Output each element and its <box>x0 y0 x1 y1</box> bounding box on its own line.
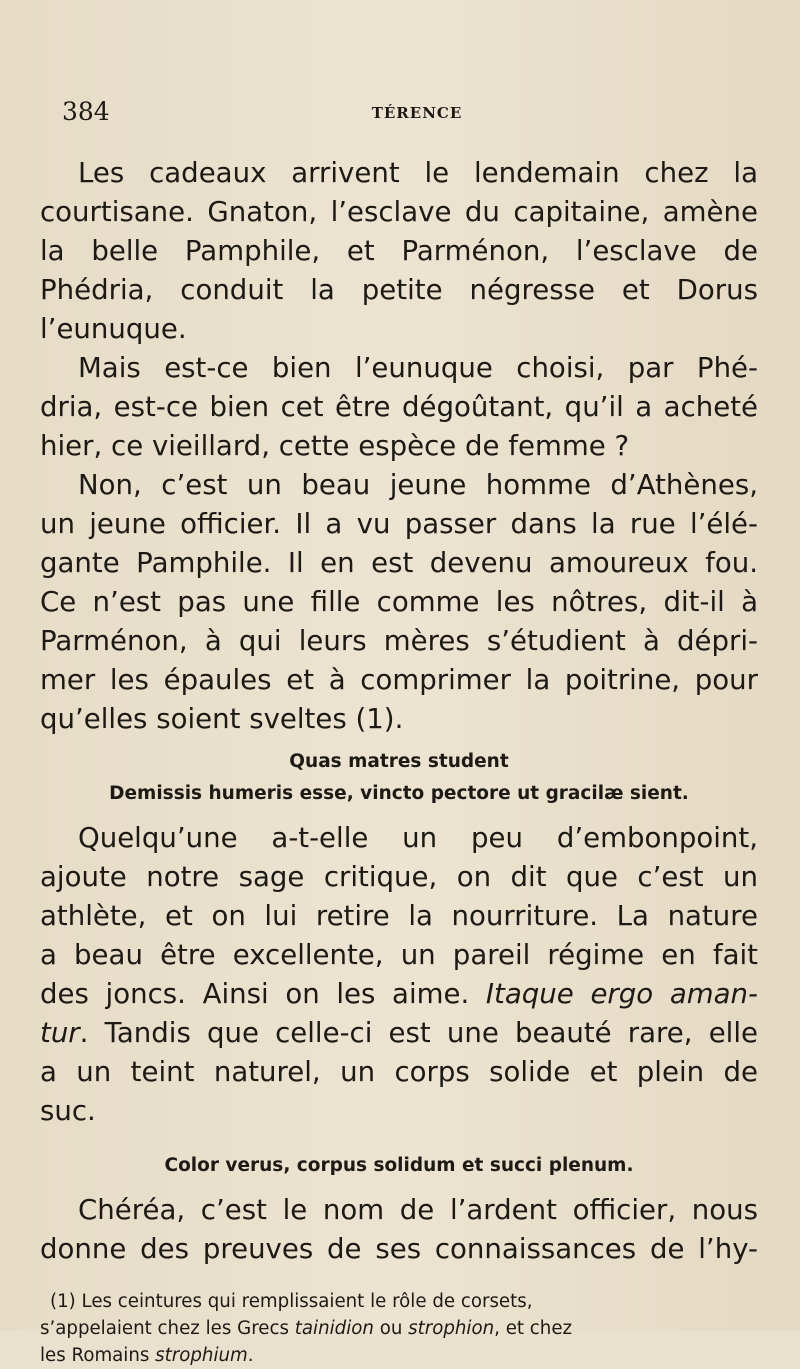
paragraph-line: courtisane. Gnaton, l’esclave du capitaine, amène <box>40 195 758 228</box>
paragraph-line: ajoute notre sage critique, on dit que c’est un <box>40 860 758 893</box>
paragraph-line: Quelqu’une a-t-elle un peu d’embonpoint, <box>78 821 758 854</box>
paragraph-line: Parménon, à qui leurs mères s’étudient à dépri- <box>40 624 758 657</box>
paragraph-line: gante Pamphile. Il en est devenu amoureux fou. <box>40 546 758 579</box>
paragraph-line <box>40 1013 758 1052</box>
paragraph-line: mer les épaules et à comprimer la poitrine, pour <box>40 663 758 696</box>
paragraph-line: Mais est-ce bien l’eunuque choisi, par Phé- <box>78 351 758 384</box>
footnote-line <box>40 1315 758 1342</box>
paragraph-line: qu’elles soient sveltes (1). <box>40 702 404 735</box>
paragraph-line: Non, c’est un beau jeune homme d’Athènes, <box>78 468 758 501</box>
line-text: ou <box>373 1318 409 1339</box>
paragraph-line: donne des preuves de ses connaissances de l’hy- <box>40 1232 758 1265</box>
footnote <box>40 1288 758 1369</box>
paragraph-line: un jeune officier. Il a vu passer dans la rue l’élé- <box>40 507 758 540</box>
line-text: les Romains <box>40 1345 156 1366</box>
page-header <box>62 97 772 131</box>
paragraph-line: hier, ce vieillard, cette espèce de femme ? <box>40 429 630 462</box>
latin-italic-text: Itaque ergo aman- <box>485 977 758 1010</box>
paragraph-line: Phédria, conduit la petite négresse et Dorus <box>40 273 758 306</box>
line-text: des joncs. Ainsi on les aime. <box>40 977 486 1010</box>
paragraph-line: suc. <box>40 1094 96 1127</box>
paragraph-line: a beau être excellente, un pareil régime en fait <box>40 938 758 971</box>
line-text: . <box>247 1345 254 1366</box>
italic-term: strophion <box>408 1318 495 1339</box>
footnote-line <box>40 1342 758 1369</box>
latin-italic-text: tur <box>40 1016 80 1049</box>
paragraph-line: Chéréa, c’est le nom de l’ardent officier, nous <box>78 1193 758 1226</box>
latin-quote-line: Color verus, corpus solidum et succi plenum. <box>164 1155 634 1176</box>
page-body <box>40 153 758 1369</box>
running-head: TÉRENCE <box>371 104 463 122</box>
paragraph-line: Les cadeaux arrivent le lendemain chez la <box>78 156 758 189</box>
page-number: 384 <box>62 97 110 126</box>
paragraph-line <box>40 974 758 1013</box>
latin-quote-line: Quas matres student <box>289 751 509 772</box>
paragraph-line: Ce n’est pas une fille comme les nôtres, dit-il à <box>40 585 758 618</box>
paragraph-line: l’eunuque. <box>40 312 187 345</box>
italic-term: tainidion <box>294 1318 374 1339</box>
paragraph-line: la belle Pamphile, et Parménon, l’esclave de <box>40 234 758 267</box>
footnote-line: (1) Les ceintures qui remplissaient le rôle de corsets, <box>50 1291 533 1312</box>
paragraph-line: a un teint naturel, un corps solide et plein de <box>40 1055 758 1088</box>
line-text: , et chez <box>494 1318 573 1339</box>
paragraph-line: athlète, et on lui retire la nourriture. La nature <box>40 899 758 932</box>
paragraph-line: dria, est-ce bien cet être dégoûtant, qu’il a acheté <box>40 390 758 423</box>
line-text: . Tandis que celle-ci est une beauté rare, elle <box>79 1016 758 1049</box>
line-text: s’appelaient chez les Grecs <box>40 1318 295 1339</box>
latin-quote-line: Demissis humeris esse, vincto pectore ut gracilæ sient. <box>109 783 689 804</box>
italic-term: strophium <box>155 1345 248 1366</box>
